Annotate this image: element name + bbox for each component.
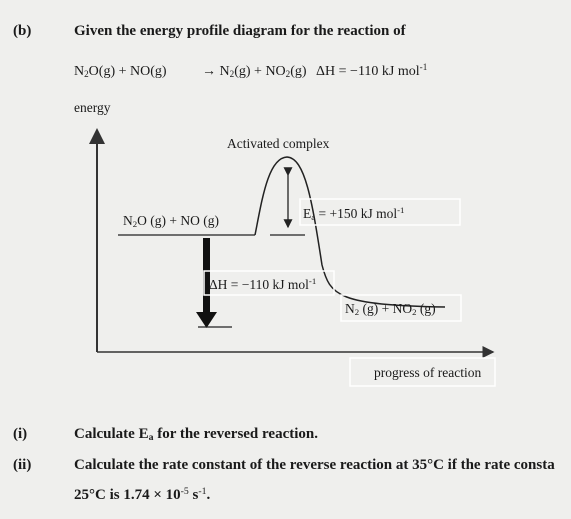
ea-label: $E_a = +150$ kJ mol$^{-1}$: [303, 205, 405, 222]
question-i-number: (i): [13, 426, 28, 442]
reaction-arrow-icon: →: [202, 64, 217, 79]
x-axis-label: progress of reaction: [374, 365, 482, 380]
dh-label: ΔH = −110 kJ mol$^{-1}$: [209, 276, 317, 292]
products-label: $N_2$ $(g) + NO_2$ (g): [345, 301, 436, 317]
part-label: (b): [13, 23, 32, 39]
question-ii-line2: 25°C is $1.74 \times 10^{-5}$ $s^{-1}$.: [74, 486, 211, 503]
reaction-equation: $N_2O(g) + NO(g) \to N_2(g) + NO_2(g) \Delta H = -110$ kJ mol$^{-1}$: [74, 62, 428, 79]
reactants-label: $N_2O$ (g) + NO (g): [123, 213, 219, 229]
y-axis-label: energy: [74, 100, 111, 115]
question-i-text: Calculate $E_a$ for the reversed reaction.: [74, 426, 318, 443]
question-ii-text: Calculate the rate constant of the reverse reaction at 35°C if the rate consta: [74, 457, 555, 473]
question-ii-number: (ii): [13, 457, 32, 473]
activated-complex-label: Activated complex: [227, 136, 330, 151]
intro-text: Given the energy profile diagram for the reaction of: [74, 23, 406, 39]
